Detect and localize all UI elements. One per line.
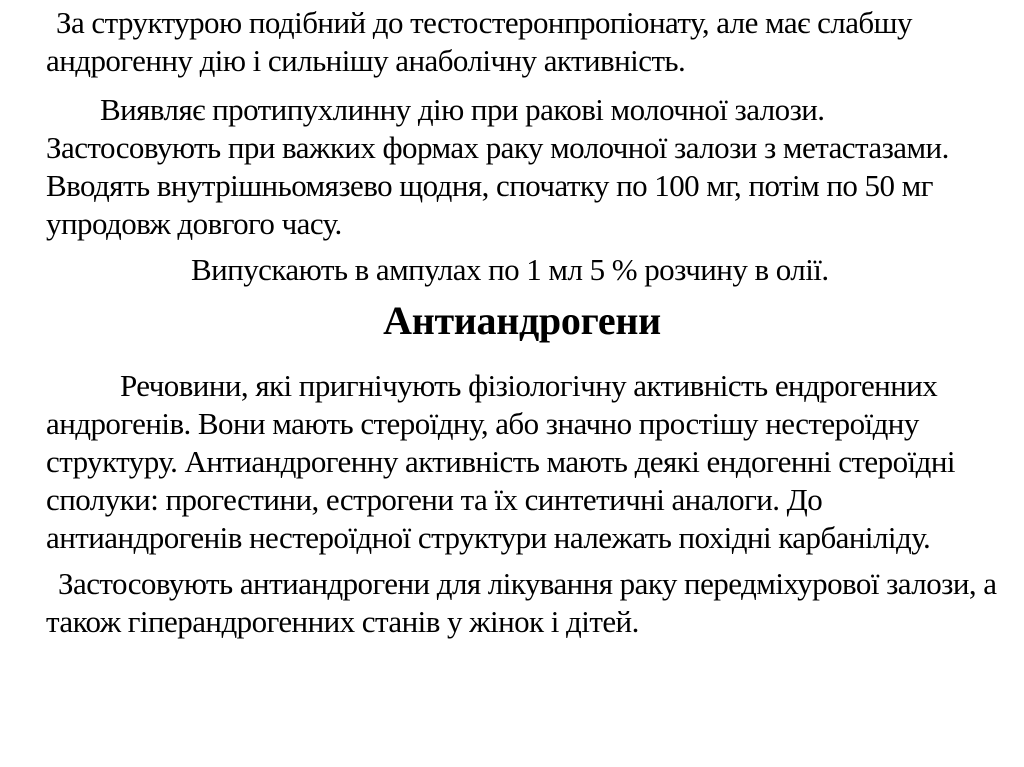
section-heading: Антиандрогени <box>383 298 661 343</box>
definition-paragraph: Речовини, які пригнічують фізіологічну активність ендрогенних андрогенів. Вони мають стероїдну, або значно простішу нестероїдну структуру. Антиандрогенну активність мають деякі ендогенні стероїдні сполуки: прогестини, естрогени та їх синтетичні аналоги. До антиандрогенів нестероїдної структури належать похідні карбаніліду. <box>46 368 955 555</box>
release-form-paragraph: Випускають в ампулах по 1 мл 5 % розчину в олії. <box>191 252 829 287</box>
application-paragraph: Застосовують антиандрогени для лікування раку передміхурової залози, а також гіперандрогенних станів у жінок і дітей. <box>46 566 997 639</box>
intro-paragraph: За структурою подібний до тестостеронпропіонату, але має слабшу андрогенну дію і сильнішу анаболічну активність. <box>46 5 912 78</box>
usage-paragraph: Виявляє протипухлинну дію при ракові молочної залози. Застосовують при важких формах раку молочної залози з метастазами. Вводять внутрішньомязево щодня, спочатку по 100 мг, потім по 50 мг упродовж довгого часу. <box>46 92 949 241</box>
